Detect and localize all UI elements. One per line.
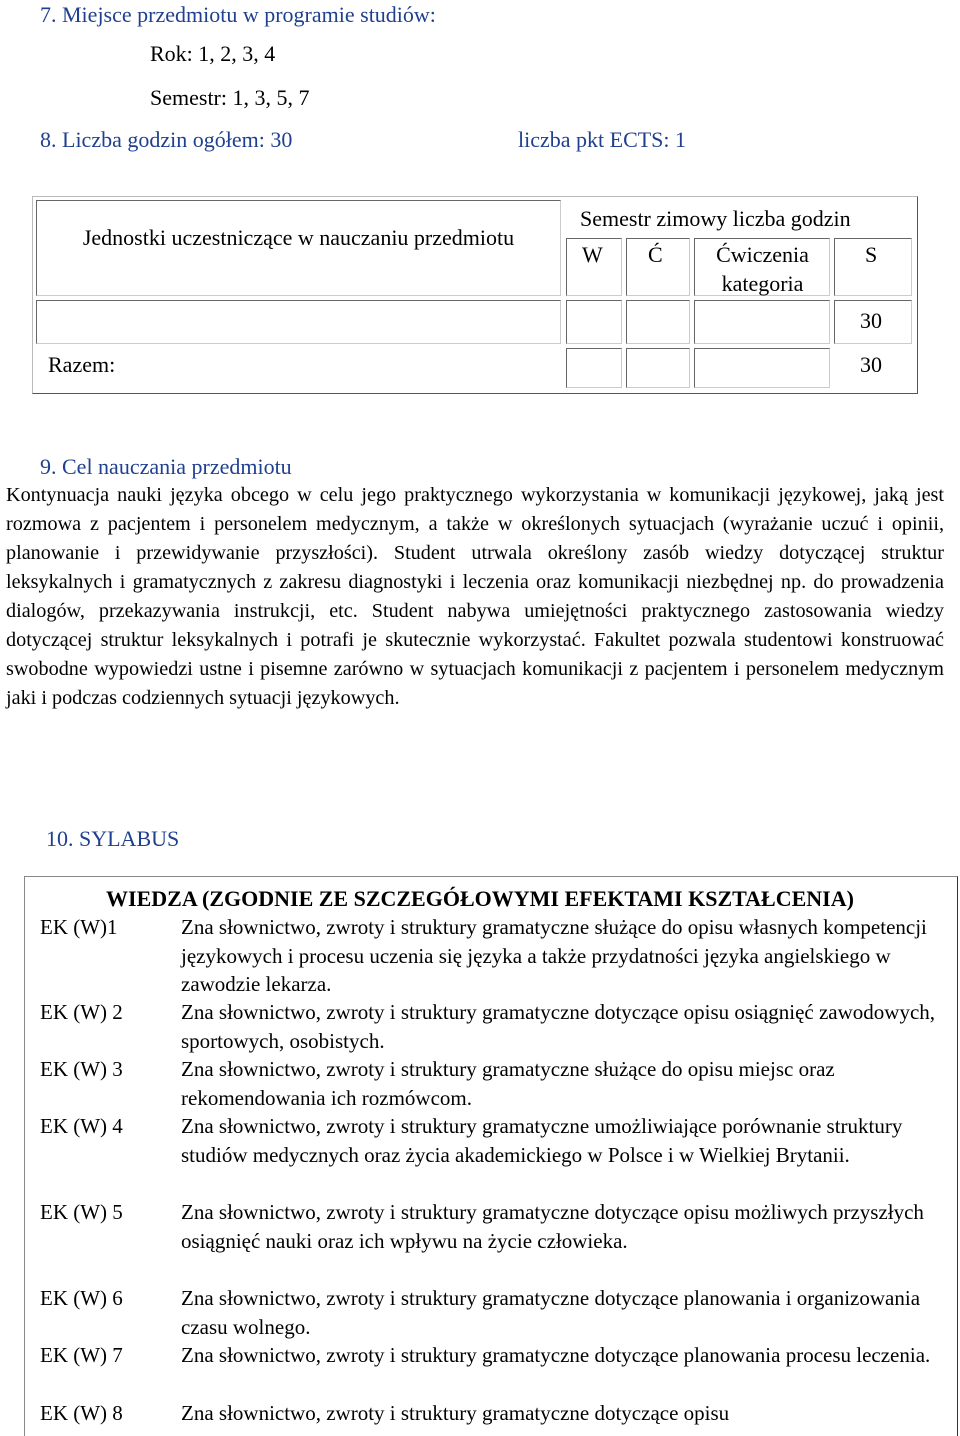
ects-points: liczba pkt ECTS: 1 [518,127,687,152]
ek-code: EK (W) 5 [40,1200,123,1224]
ek-code: EK (W) 7 [40,1343,123,1367]
study-semester: Semestr: 1, 3, 5, 7 [150,85,310,110]
total-label: Razem: [48,352,116,377]
study-year: Rok: 1, 2, 3, 4 [150,41,276,66]
ek-description: Zna słownictwo, zwroty i struktury gramatyczne służące do opisu własnych kompetencji językowych i procesu uczenia się języka a także przydatności języka angielskiego w zawodzie lekarza. [181,915,927,997]
course-objective-text: Kontynuacja nauki języka obcego w celu jego praktycznego wykorzystania w komunikacji językowej, jaką jest rozmowa z pacjentem i personelem medycznym, a także w określonych sytuacjach (wyrażanie uczuć i opinii, planowanie i przewidywanie przyszłości). Student utrwala określony zasób wiedzy dotyczącej struktur leksykalnych i gramatycznych z zakresu diagnostyki i leczenia oraz komunikacji niezbędnej np. do prowadzenia dialogów, przekazywania instrukcji, etc. Student nabywa umiejętności praktycznego zastosowania wiedzy dotyczącej struktur leksykalnych i potrafi je skutecznie wykorzystać. Fakultet pozwala studentowi konstruować swobodne wypowiedzi ustne i pisemne zarówno w sytuacjach komunikacji z pacjentem i personelem medycznym jaki i podczas codziennych sytuacji językowych. [6,484,944,709]
col-cat: Ćwiczenia kategoria [716,242,809,296]
ek-description: Zna słownictwo, zwroty i struktury gramatyczne dotyczące opisu możliwych przyszłych osiągnięć nauki oraz ich wpływu na życie człowieka. [181,1200,924,1253]
section-10-heading: 10. SYLABUS [46,826,180,851]
ek-code: EK (W) 2 [40,1000,123,1024]
ek-description: Zna słownictwo, zwroty i struktury gramatyczne dotyczące planowania procesu leczenia. [181,1343,931,1367]
ek-description: Zna słownictwo, zwroty i struktury gramatyczne dotyczące opisu [181,1401,730,1425]
row1-w-cell [566,300,622,344]
section-7-heading: 7. Miejsce przedmiotu w programie studiów: [40,2,436,27]
ek-description: Zna słownictwo, zwroty i struktury gramatyczne służące do opisu miejsc oraz rekomendowania ich rozmówcom. [181,1057,835,1110]
syllabus-header: WIEDZA (ZGODNIE ZE SZCZEGÓŁOWYMI EFEKTAMI KSZTAŁCENIA) [106,886,854,911]
total-value: 30 [860,352,882,377]
semester-header: Semestr zimowy liczba godzin [580,206,851,231]
units-header: Jednostki uczestniczące w nauczaniu przedmiotu [82,225,515,250]
ek-code: EK (W) 3 [40,1057,123,1081]
total-c-cell [626,348,690,388]
ek-description: Zna słownictwo, zwroty i struktury gramatyczne dotyczące planowania i organizowania czasu wolnego. [181,1286,921,1339]
col-s: S [865,242,878,267]
total-cat-cell [694,348,830,388]
ek-code: EK (W) 4 [40,1114,123,1138]
ek-code: EK (W) 8 [40,1401,123,1425]
total-w-cell [566,348,622,388]
row1-cat-cell [694,300,830,344]
ek-code: EK (W) 6 [40,1286,123,1310]
row1-s-value: 30 [860,308,882,333]
ek-code: EK (W)1 [40,915,118,939]
row1-c-cell [626,300,690,344]
total-hours: 8. Liczba godzin ogółem: 30 [40,127,293,152]
col-c: Ć [648,242,663,267]
col-w: W [582,242,603,267]
ek-description: Zna słownictwo, zwroty i struktury gramatyczne dotyczące opisu osiągnięć zawodowych, sportowych, osobistych. [181,1000,936,1053]
ek-description: Zna słownictwo, zwroty i struktury gramatyczne umożliwiające porównanie struktury studiów medycznych oraz życia akademickiego w Polsce i w Wielkiej Brytanii. [181,1114,903,1167]
section-9-heading: 9. Cel nauczania przedmiotu [40,454,292,479]
row1-unit-cell [36,300,561,344]
